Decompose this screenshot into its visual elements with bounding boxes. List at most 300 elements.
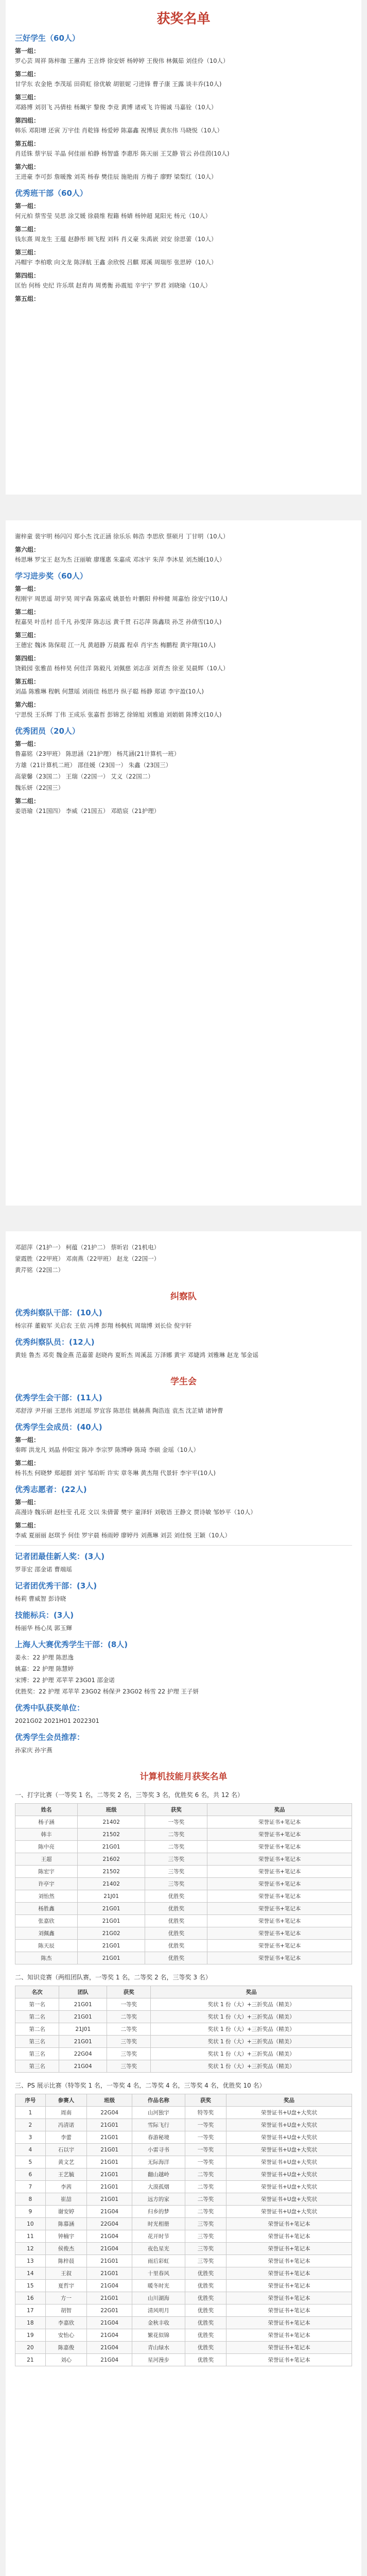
table-cell: 三等奖 [107,2048,151,2060]
table-cell: 荣誉证书+笔记本 [226,2255,352,2267]
table-cell: 2 [15,2119,46,2131]
table-row [15,1828,352,1841]
table-cell: 一等奖 [185,2119,226,2131]
name-list: 宋博：22 护理 邓苹苹 23G01 邵金诺 [15,1676,115,1684]
table-cell: 21G01 [87,2168,132,2181]
table-cell: 21G01 [87,2131,132,2144]
name-list: 黄芹铭（22国二） [15,1266,64,1274]
name-list: 优胜奖：22 护理 邓苹苹 23G02 杨保尹 23G02 杨雪 22 护理 王子妍 [15,1688,199,1695]
table-cell: 第二名 [15,2011,59,2023]
table-cell: 优胜奖 [185,2317,226,2329]
table-cell: 荣誉证书+笔记本 [226,2280,352,2292]
table-row [15,2255,352,2267]
table-cell: 20 [15,2342,46,2354]
group-label: 第六组： [15,546,40,553]
table-cell: 19 [15,2329,46,2342]
table-cell: 刘佩鑫 [15,1927,78,1940]
table-row [15,2267,352,2280]
table-row [15,2304,352,2317]
table-cell: 21G04 [59,2060,107,2073]
table-cell: 荣誉证书+U盘+大奖状 [226,2193,352,2206]
table-cell: 石以宇 [45,2144,87,2156]
table-header-cell: 班级 [77,1804,145,1816]
table-cell: 21G01 [59,2036,107,2048]
table-cell: 荣誉证书+笔记本 [207,1952,352,1964]
table-cell: 第一名 [15,1998,59,2011]
table-cell: 21402 [77,1878,145,1890]
name-list: 甘学东 农金艳 李茂瑶 田荷虹 徐优敏 胡银妮 刁进锋 曹子康 王露 谈丰乔(10人) [15,80,222,88]
section-heading: 学生会 [170,1377,197,1387]
group-label: 第三组： [15,632,40,639]
table-row [15,1927,352,1940]
section-title: 三好学生（60人） [15,33,80,43]
table-header-cell: 奖品 [207,1804,352,1816]
group-label: 第二组： [15,71,40,78]
table-cell: 荣誉证书+笔记本 [207,1816,352,1828]
table-header-cell: 参赛人 [45,2094,87,2107]
page-2 [6,520,361,1206]
table-cell: 李茜 [45,2181,87,2193]
name-list: 杨宗祥 董毅军 关启农 王依 冯博 彭翔 杨枫杭 周瑞博 刘长俭 倪宇轩 [15,1322,192,1329]
name-list: 杨书杰 何晓梦 郑超群 刘宇 邹珀昕 许实 章冬琳 黄杰翔 代景轩 李宇平(10人) [15,1469,216,1477]
table-cell: 21G01 [87,2193,132,2206]
table-cell: 优胜奖 [185,2280,226,2292]
table-row [15,1915,352,1927]
table-cell: 21502 [77,1828,145,1841]
table-cell: 特等奖 [185,2107,226,2119]
table-cell: 21 [15,2354,46,2366]
table-cell: 荣誉证书+笔记本 [207,1866,352,1878]
table-row [15,2011,352,2023]
table-cell: 春游秘境 [132,2131,185,2144]
table-cell: 三等奖 [185,2218,226,2230]
table-cell: 6 [15,2168,46,2181]
table-row [15,2107,352,2119]
name-list: 肖廷铢 蔡宇辰 羊晶 何佳丽 柏静 杨智盛 李惠彤 陈天丽 王艾静 管云 孙佳茵(10人) [15,150,230,157]
table-cell: 奖状 1 份（大）+三折奖品（精美） [151,1998,352,2011]
table-cell: 12 [15,2243,46,2255]
name-list: 冯帽宇 李柏歌 向文龙 陈泽航 王鑫 余欣悦 吕麒 郑溪 周瑞彤 张思婷（10人） [15,259,217,266]
section-title: 上海人大赛优秀学生干部：(8人) [15,1640,128,1649]
table-row [15,1903,352,1915]
table-cell: 三等奖 [145,1853,207,1866]
table-row [15,2060,352,2073]
table-header-cell: 序号 [15,2094,46,2107]
table-cell: 许亭宇 [15,1878,78,1890]
table-row [15,2292,352,2304]
group-label: 第五组： [15,140,40,147]
table-cell: 7 [15,2181,46,2193]
table-cell: 荣誉证书+笔记本 [207,1828,352,1841]
table-cell: 21G01 [77,1940,145,1952]
page-1 [6,0,361,495]
table-cell: 杨子涵 [15,1816,78,1828]
group-label: 第三组： [15,94,40,101]
table-cell: 十里春风 [132,2267,185,2280]
table-cell: 21G01 [87,2144,132,2156]
table-cell: 荣誉证书+笔记本 [226,2218,352,2230]
name-list: 王德宏 魏沐 陈保琨 江一凡 黄超静 万晨露 程卓 肖宇杰 梅鹏程 黄宇翔(10人) [15,641,216,649]
table-cell: 大漠孤烟 [132,2181,185,2193]
table-cell: 杨胜鑫 [15,1903,78,1915]
name-list: 刘晶 陈雅琳 程帆 何慧瑶 刘雨佳 杨思丹 纵子聪 杨静 郑诺 李宇盈(10人) [15,688,204,695]
table-cell: 17 [15,2304,46,2317]
table-cell: 荣誉证书+笔记本 [226,2243,352,2255]
table-cell: 21G01 [87,2267,132,2280]
ps-table [15,2094,352,2366]
table-cell: 二等奖 [185,2193,226,2206]
table-cell: 15 [15,2280,46,2292]
table-header-row [15,1804,352,1816]
table-cell: 荣誉证书+笔记本 [226,2342,352,2354]
table-row [15,2206,352,2218]
table-cell: 优胜奖 [145,1890,207,1903]
table-cell: 二等奖 [185,2168,226,2181]
table-cell: 三等奖 [145,1878,207,1890]
name-list: 姜永：22 护理 陈思逸 [15,1654,74,1661]
table-header-row [15,2094,352,2107]
table-row [15,2036,352,2048]
table-cell: 二等奖 [185,2206,226,2218]
table-cell: 金秋丰收 [132,2317,185,2329]
section-title: 学习进步奖（60人） [15,571,88,581]
table-cell: 荣誉证书+笔记本 [226,2354,352,2366]
table-cell: 21G04 [87,2243,132,2255]
table-row [15,1998,352,2011]
table-cell: 钟楠宇 [45,2230,87,2243]
table-cell: 22G04 [87,2107,132,2119]
table-cell: 王叙 [45,2267,87,2280]
table-header-cell: 奖品 [226,2094,352,2107]
name-list: 鲁嘉铭（23甲班） 陈思涵（21护理） 杨芃涵(21计算机一班） [15,750,180,757]
table-cell: 奖状 1 份（大）+三折奖品（精美） [151,2060,352,2073]
table-cell: 荣誉证书+笔记本 [207,1940,352,1952]
name-list: 姜语瑜（21国四） 李威（21国五） 邓皓宸（21护理） [15,807,160,815]
table-cell: 一等奖 [145,1816,207,1828]
table-cell: 方一 [45,2292,87,2304]
table-cell: 荣誉证书+U盘+大奖状 [226,2206,352,2218]
table-cell: 21G01 [87,2119,132,2131]
table-row [15,1853,352,1866]
name-list: 高漫诗 魏乐研 赵杜莹 孔花 文以 朱倩蕾 樊宇 童泽轩 刘敬语 王静文 贾诗敏 邹妙平（10人） [15,1509,256,1516]
table-cell: 黄文艺 [45,2156,87,2168]
table-cell: 崔喆 [45,2193,87,2206]
table-header-cell: 名次 [15,1986,59,1998]
table-cell: 21G01 [77,1903,145,1915]
table-cell: 陈慕涵 [45,2218,87,2230]
table-cell: 优胜奖 [145,1915,207,1927]
table-row [15,1890,352,1903]
group-label: 第一组： [15,1499,40,1506]
table-cell: 二等奖 [107,2023,151,2036]
name-list: 高蒙馨（23国二） 王瑞（22国一） 艾义（22国二） [15,773,154,780]
name-list: 李威 夏丽丽 赵琪予 何佳 罗宇晨 杨雨婷 廖婷丹 刘燕琳 刘芸 刘佳悦 王颖（10人） [15,1532,231,1539]
table-cell: 繁花似锦 [132,2329,185,2342]
table-cell: 荣誉证书+U盘+大奖状 [226,2107,352,2119]
section-title: 优秀志愿者：(22人) [15,1485,87,1494]
table-cell: 三等奖 [145,1866,207,1878]
table-row [15,2354,352,2366]
table-cell: 9 [15,2206,46,2218]
table-cell: 时光相册 [132,2218,185,2230]
table-header-cell: 团队 [59,1986,107,1998]
table-cell: 优胜奖 [145,1903,207,1915]
table-cell: 21G01 [77,1952,145,1964]
section-heading: 纠察队 [170,1292,197,1302]
section-title: 优秀学生会员推荐： [15,1733,85,1742]
table-cell: 4 [15,2144,46,2156]
table-cell: 王超 [15,1853,78,1866]
table-cell: 荣誉证书+U盘+大奖状 [226,2181,352,2193]
name-list: 饶毅园 张雅苗 杨梓昊 何佳洋 陈毅凡 刘佩慈 刘志彦 刘育杰 徐亚 吴晨辉（10人） [15,665,229,672]
table-header-cell: 奖品 [151,1986,352,1998]
table-cell: 第三名 [15,2048,59,2060]
table-cell: 21G04 [87,2329,132,2342]
table-cell: 荣誉证书+笔记本 [226,2317,352,2329]
table-cell: 二等奖 [185,2181,226,2193]
table-cell: 荣誉证书+笔记本 [207,1853,352,1866]
group-label: 第一组： [15,202,40,210]
table-cell: 一等奖 [185,2131,226,2144]
table-cell: 21G04 [87,2342,132,2354]
name-list: 2021G02 2021H01 2022301 [15,1717,99,1724]
table-cell: 21G04 [87,2230,132,2243]
table-caption: 二、知识竞赛（两组团队赛，一等奖 1 名，二等奖 2 名，三等奖 3 名） [15,1974,212,1981]
table-cell: 第三名 [15,2036,59,2048]
table-header-cell: 班级 [87,2094,132,2107]
table-cell: 陈梓晨 [45,2255,87,2267]
table-cell: 雪际飞行 [132,2119,185,2131]
name-list: 匡怡 何杨 史纪 许乐琪 赵育冉 周勇衡 孙震旭 辛宇宁 罗君 刘晓瑜（10人） [15,282,212,289]
table-row [15,2119,352,2131]
group-label: 第二组： [15,798,40,805]
table-cell: 优胜奖 [185,2354,226,2366]
table-cell: 荣誉证书+笔记本 [226,2267,352,2280]
table-cell: 3 [15,2131,46,2144]
table-header-cell: 获奖 [107,1986,151,1998]
table-cell: 21G01 [87,2181,132,2193]
quiz-table [15,1986,352,2073]
table-cell: 优胜奖 [185,2292,226,2304]
table-cell: 一等奖 [185,2156,226,2168]
table-cell: 21602 [77,1853,145,1866]
table-cell: 一等奖 [185,2144,226,2156]
table-cell: 21G01 [77,1915,145,1927]
table-cell: 荣誉证书+笔记本 [226,2329,352,2342]
group-label: 第二组： [15,226,40,233]
table-cell: 清风明月 [132,2304,185,2317]
table-cell: 荣誉证书+笔记本 [226,2230,352,2243]
table-cell: 荣誉证书+笔记本 [207,1878,352,1890]
table-cell: 远方的家 [132,2193,185,2206]
group-label: 第二组： [15,1460,40,1467]
table-cell: 22G01 [87,2304,132,2317]
table-row [15,1952,352,1964]
group-label: 第六组： [15,701,40,708]
table-cell: 优胜奖 [145,1927,207,1940]
table-cell: 张嘉欣 [15,1915,78,1927]
table-cell: 第三名 [15,2060,59,2073]
table-cell: 奖状 1 份（大）+三折奖品（精美） [151,2011,352,2023]
table-cell: 优胜奖 [185,2304,226,2317]
table-cell: 21G01 [87,2156,132,2168]
table-cell: 荣誉证书+笔记本 [207,1841,352,1853]
table-row [15,2048,352,2060]
table-cell: 21G02 [77,1927,145,1940]
table-cell: 22G04 [87,2218,132,2230]
group-label: 第三组： [15,249,40,256]
table-cell: 夏哲宇 [45,2280,87,2292]
name-list: 姚嘉：22 护理 陈慧婷 [15,1665,74,1672]
table-cell: 李嘉欣 [45,2317,87,2329]
table-cell: 一等奖 [107,1998,151,2011]
table-cell: 冯清诺 [45,2119,87,2131]
table-cell: 陈中亮 [15,1841,78,1853]
group-label: 第五组： [15,678,40,685]
table-cell: 陈宏宇 [15,1866,78,1878]
table-cell: 二等奖 [107,2011,151,2023]
table-row [15,2131,352,2144]
name-list: 黄娃 鲁杰 邓奕 魏金燕 范嘉蕾 赵晓冉 夏昕杰 周溪蕊 万泽娜 黄宇 邓婕鸿 刘雅琳 赵龙 邹金谣 [15,1351,259,1359]
group-label: 第一组： [15,47,40,55]
table-cell: 11 [15,2230,46,2243]
group-label: 第四组： [15,655,40,662]
group-label: 第二组： [15,1522,40,1529]
table-cell: 安怡心 [45,2329,87,2342]
table-cell: 21J01 [77,1890,145,1903]
name-list: 邓韶萍（21护一） 柯蕴（21护二） 蔡昕岩（21机电） [15,1244,160,1251]
table-caption: 一、打字比赛（一等奖 1 名，二等奖 2 名，三等奖 3 名，优胜奖 6 名，共 12 名） [15,1791,243,1799]
table-row [15,2243,352,2255]
table-cell: 三等奖 [107,2036,151,2048]
name-list: 杨思琳 罗宝王 赵为杰 汪丽敏 廖瑾惠 朱嘉成 邓冰宇 朱萍 李沐星 刘杰媛(10人） [15,556,225,563]
table-cell: 21G01 [59,2011,107,2023]
table-cell: 花开时节 [132,2230,185,2243]
table-cell: 荣誉证书+笔记本 [207,1903,352,1915]
table-cell: 21G01 [87,2292,132,2304]
table-cell: 三等奖 [185,2230,226,2243]
group-label: 第二组： [15,608,40,616]
table-cell: 14 [15,2267,46,2280]
name-list: 蒙霞胜（22甲班） 邓南燕（22甲班） 赵龙（22国一） [15,1255,160,1262]
table-cell: 荣誉证书+笔记本 [226,2304,352,2317]
name-list: 谢梓童 裴宇明 杨闪闪 郑小杰 沈正涵 徐乐乐 韩浩 李思欣 蔡硕月 丁甘明（10人） [15,533,229,540]
table-cell: 山川湖海 [132,2292,185,2304]
table-cell: 雨后彩虹 [132,2255,185,2267]
table-cell: 陈嘉俊 [45,2342,87,2354]
table-row [15,2193,352,2206]
table-cell: 荣誉证书+笔记本 [207,1927,352,1940]
name-list: 邓舒淳 尹开丽 王思伟 刘思瑶 罗宜容 陈思佳 姚赫燕 陶浩连 袁杰 沈芷婧 诸钟曹 [15,1407,223,1414]
table-header-cell: 获奖 [185,2094,226,2107]
group-label: 第四组： [15,117,40,124]
table-row [15,1878,352,1890]
name-list: 罗菲宏 邵金诺 曹端瑶 [15,1566,72,1573]
table-cell: 荣誉证书+笔记本 [207,1915,352,1927]
table-cell: 21G04 [87,2206,132,2218]
section-title: 优秀纠察队员：(12人) [15,1337,95,1347]
table-cell: 荣誉证书+笔记本 [226,2292,352,2304]
group-label: 第四组： [15,272,40,279]
table-cell: 奖状 1 份（大）+三折奖品（精美） [151,2036,352,2048]
table-cell: 二等奖 [145,1841,207,1853]
table-cell: 三等奖 [107,2060,151,2073]
table-cell: 周南 [45,2107,87,2119]
group-label: 第一组： [15,1436,40,1444]
table-cell: 李蕾 [45,2131,87,2144]
table-cell: 荣誉证书+U盘+大奖状 [226,2131,352,2144]
name-list: 杨丽华 杨心凤 郭玉輝 [15,1624,72,1632]
table-row [15,1940,352,1952]
table-cell: 归乡的梦 [132,2206,185,2218]
table-cell: 暖冬时光 [132,2280,185,2292]
table-cell: 夜色星光 [132,2243,185,2255]
table-cell: 21402 [77,1816,145,1828]
table-cell: 陈杰 [15,1952,78,1964]
name-list: 何元柏 蔡雪莹 吴思 涂艾媛 徐晨维 程籍 杨婧 杨钟超 晁阳光 杨元（10人） [15,212,212,219]
table-row [15,1841,352,1853]
section-title: 技能标兵：(3人) [15,1611,74,1620]
typing-table [15,1803,352,1964]
section-title: 优秀团员（20人） [15,726,80,736]
section-title: 记者团优秀干部：(3人) [15,1581,97,1590]
table-row [15,1816,352,1828]
table-row [15,1866,352,1878]
table-row [15,2218,352,2230]
table-cell: 优胜奖 [145,1952,207,1964]
table-cell: 二等奖 [145,1828,207,1841]
table-cell: 青山绿水 [132,2342,185,2354]
table-cell: 刘心 [45,2354,87,2366]
section-title: 优秀班干部（60人） [15,189,88,198]
table-row [15,2168,352,2181]
table-cell: 无际海洋 [132,2156,185,2168]
name-list: 王进豪 李可彭 詹暖豫 刘英 杨春 樊佳辰 施艳雨 方梅子 廖野 梁梨红（10人） [15,173,217,180]
table-row [15,2280,352,2292]
table-row [15,2181,352,2193]
table-cell: 侯俊杰 [45,2243,87,2255]
table-cell: 荣誉证书+U盘+大奖状 [226,2144,352,2156]
group-label: 第五组： [15,295,40,302]
name-list: 魏乐妍（22国三） [15,784,64,791]
section-title: 优秀中队获奖单位： [15,1703,85,1713]
table-cell: 优胜奖 [185,2329,226,2342]
table-cell: 8 [15,2193,46,2206]
table-cell: 谢安婷 [45,2206,87,2218]
page-3 [6,1231,361,2576]
name-list: 杨莉 曹威智 彭诗晓 [15,1595,66,1602]
name-list: 韩乐 邓阳增 还寅 万宇佳 肖乾锋 杨爱婷 陈嘉鑫 祝博辰 黄东伟 马晓悦（10人） [15,127,223,134]
name-list: 宁思悦 王乐辉 丁伟 王成乐 张嘉哲 彭锦艺 徐锦旭 刘雅迪 刘娟娟 陈博文(10人) [15,711,222,718]
page-title: 获奖名单 [156,11,211,27]
table-row [15,2342,352,2354]
group-label: 第六组： [15,163,40,171]
table-cell: 王艺毓 [45,2168,87,2181]
table-cell: 5 [15,2156,46,2168]
table-cell: 优胜奖 [145,1940,207,1952]
table-cell: 21G01 [59,1998,107,2011]
table-cell: 18 [15,2317,46,2329]
table-row [15,2144,352,2156]
name-list: 方雄（21计算机二班） 邵佳媛（23国一） 朱鑫（23国三） [15,761,172,769]
table-cell: 21G04 [87,2317,132,2329]
table-cell: 荣誉证书+U盘+大奖状 [226,2119,352,2131]
table-cell: 奖状 1 份（大）+三折奖品（精美） [151,2048,352,2060]
table-cell: 荣誉证书+U盘+大奖状 [226,2168,352,2181]
table-row [15,2329,352,2342]
name-list: 钱东熹 周龙生 王蕴 赵静彤 顾飞程 刘科 肖义豪 朱禹嵌 刘安 徐思蕾（10人） [15,235,217,243]
table-cell: 小雷寻书 [132,2144,185,2156]
